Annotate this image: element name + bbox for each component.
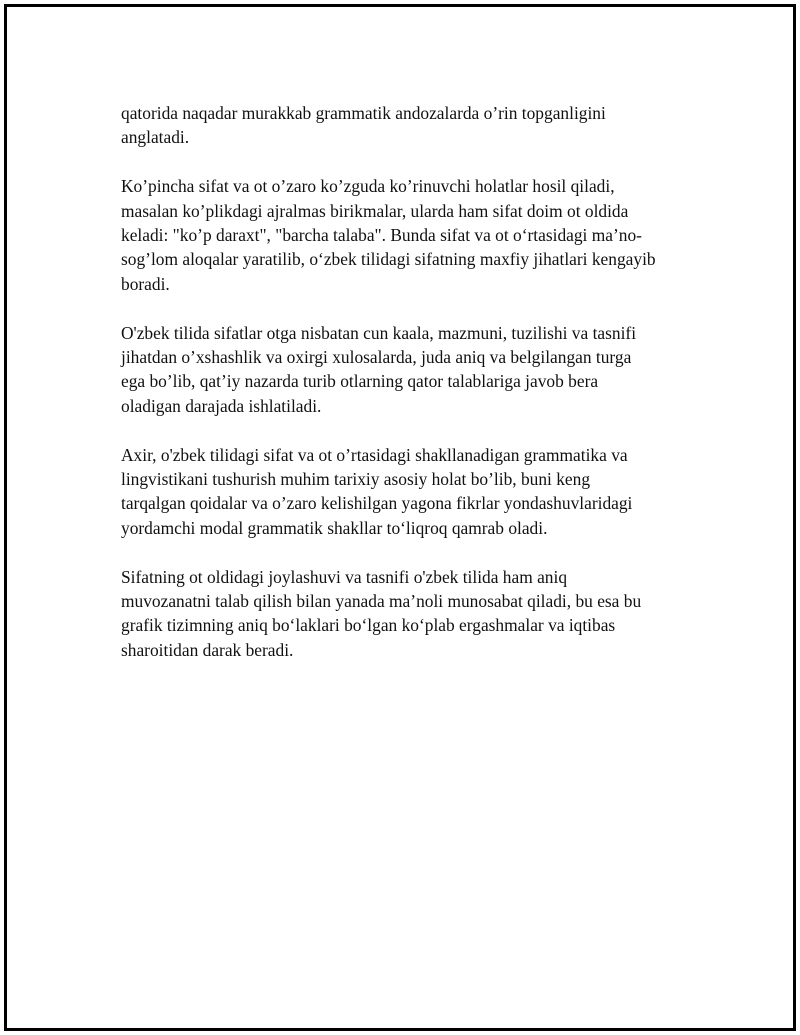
paragraph-5: Sifatning ot oldidagi joylashuvi va tasnifi o'zbek tilida ham aniq muvozanatni talab qilish bilan yanada ma’noli munosabat qiladi, bu esa bu grafik tizimning aniq bo‘laklari bo‘lgan ko‘plab ergashmalar va iqtibas sharoitidan darak beradi. xyxy=(121,566,642,660)
paragraph-2: Ko’pincha sifat va ot o’zaro ko’zguda ko’rinuvchi holatlar hosil qiladi, masalan ko’plikdagi ajralmas birikmalar, ularda ham sifat doim ot oldida keladi: "ko’p daraxt", "barcha talaba". Bunda sifat va ot o‘rtasidagi ma’no- sog’lom aloqalar yaratilib, o‘zbek tilidagi sifatning maxfiy jihatlari kengayib boradi. xyxy=(121,176,656,294)
document-body xyxy=(121,101,681,687)
paragraph-3: O'zbek tilida sifatlar otga nisbatan cun kaala, mazmuni, tuzilishi va tasnifi jihatdan o’xshashlik va oxirgi xulosalarda, juda aniq va belgilangan turga ega bo’lib, qat’iy nazarda turib otlarning qator talablariga javob bera oladigan darajada ishlatiladi. xyxy=(121,322,637,416)
document-page xyxy=(4,4,796,1031)
paragraph-1: qatorida naqadar murakkab grammatik andozalarda o’rin topganligini anglatadi. xyxy=(121,103,606,148)
paragraph-4: Axir, o'zbek tilidagi sifat va ot o’rtasidagi shakllanadigan grammatika va lingvistikani tushurish muhim tarixiy asosiy holat bo’lib, buni keng tarqalgan qoidalar va o’zaro kelishilgan yagona fikrlar yondashuvlaridagi yordamchi modal grammatik shakllar to‘liqroq qamrab oladi. xyxy=(121,444,633,538)
